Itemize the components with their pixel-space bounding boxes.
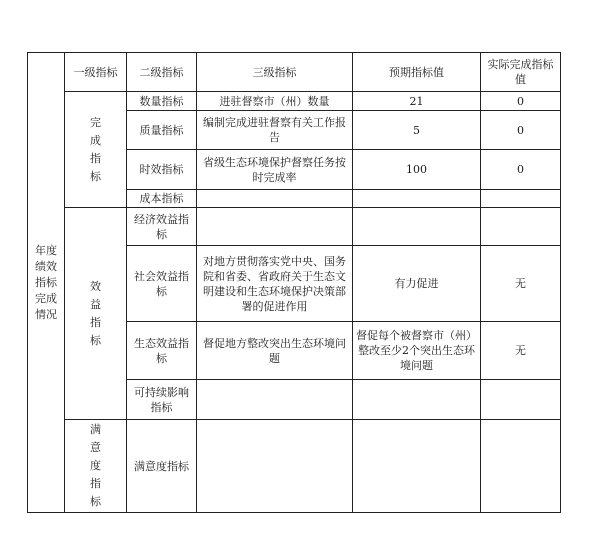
- row-group-label-line: 完成: [35, 291, 57, 305]
- actual-cell: [481, 420, 561, 513]
- table-row: [28, 92, 561, 111]
- group-label-char: 指: [90, 151, 101, 165]
- header-actual: 实际完成指标值: [481, 53, 561, 92]
- actual-cell: [481, 190, 561, 208]
- expected-cell: [353, 208, 481, 246]
- actual-cell: 0: [481, 92, 561, 111]
- level3-cell: 督促地方整改突出生态环境问题: [197, 322, 353, 380]
- actual-cell: 0: [481, 111, 561, 150]
- group-label-char: 益: [90, 297, 101, 311]
- group-label-char: 满: [90, 423, 101, 436]
- level3-cell: 进驻督察市（州）数量: [197, 92, 353, 111]
- table-row: [28, 420, 561, 513]
- level3-cell: [197, 208, 353, 246]
- header-row: [28, 53, 561, 92]
- header-level3: 三级指标: [197, 53, 353, 92]
- row-group-label-line: 指标: [35, 275, 57, 289]
- actual-cell: 无: [481, 246, 561, 322]
- row-group-label-line: 情况: [35, 307, 57, 321]
- header-expected: 预期指标值: [353, 53, 481, 92]
- level2-cell: 成本指标: [127, 190, 197, 208]
- header-level1: 一级指标: [65, 53, 127, 92]
- actual-cell: [481, 208, 561, 246]
- level3-cell: [197, 190, 353, 208]
- level2-cell: 可持续影响指标: [127, 380, 197, 420]
- group-label-char: 成: [90, 133, 101, 147]
- group-label-char: 标: [90, 333, 101, 347]
- group-label-char: 完: [90, 115, 101, 129]
- actual-cell: 无: [481, 322, 561, 380]
- group-label-char: 指: [90, 315, 101, 329]
- level3-cell: [197, 420, 353, 513]
- expected-cell: 有力促进: [353, 246, 481, 322]
- level2-cell: 数量指标: [127, 92, 197, 111]
- group-label-char: 意: [90, 441, 101, 454]
- level2-cell: 时效指标: [127, 150, 197, 190]
- level3-cell: 对地方贯彻落实党中央、国务院和省委、省政府关于生态文明建设和生态环境保护决策部署的促进作用: [197, 246, 353, 322]
- expected-cell: 督促每个被督察市（州）整改至少2个突出生态环境问题: [353, 322, 481, 380]
- group-label-char: 标: [90, 169, 101, 183]
- level2-cell: 满意度指标: [127, 420, 197, 513]
- expected-cell: 21: [353, 92, 481, 111]
- expected-cell: 5: [353, 111, 481, 150]
- expected-cell: 100: [353, 150, 481, 190]
- level2-cell: 社会效益指标: [127, 246, 197, 322]
- group-label-char: 度: [90, 459, 101, 472]
- level3-cell: 编制完成进驻督察有关工作报告: [197, 111, 353, 150]
- level2-cell: 生态效益指标: [127, 322, 197, 380]
- group-label-char: 标: [90, 495, 101, 508]
- expected-cell: [353, 420, 481, 513]
- expected-cell: [353, 190, 481, 208]
- expected-cell: [353, 380, 481, 420]
- group-label-benefit: [65, 208, 127, 420]
- group-label-satisfaction: [65, 420, 127, 513]
- row-group-label-line: 年度: [35, 243, 57, 257]
- actual-cell: 0: [481, 150, 561, 190]
- performance-indicator-table-wrapper: [27, 52, 561, 513]
- group-label-completion: [65, 92, 127, 208]
- row-group-label-cell: [28, 53, 65, 513]
- actual-cell: [481, 380, 561, 420]
- row-group-label-line: 绩效: [35, 259, 57, 273]
- level2-cell: 质量指标: [127, 111, 197, 150]
- performance-indicator-table: [27, 52, 561, 513]
- group-label-char: 效: [90, 279, 101, 293]
- level3-cell: 省级生态环境保护督察任务按时完成率: [197, 150, 353, 190]
- header-level2: 二级指标: [127, 53, 197, 92]
- level2-cell: 经济效益指标: [127, 208, 197, 246]
- group-label-char: 指: [90, 477, 101, 490]
- level3-cell: [197, 380, 353, 420]
- table-row: [28, 208, 561, 246]
